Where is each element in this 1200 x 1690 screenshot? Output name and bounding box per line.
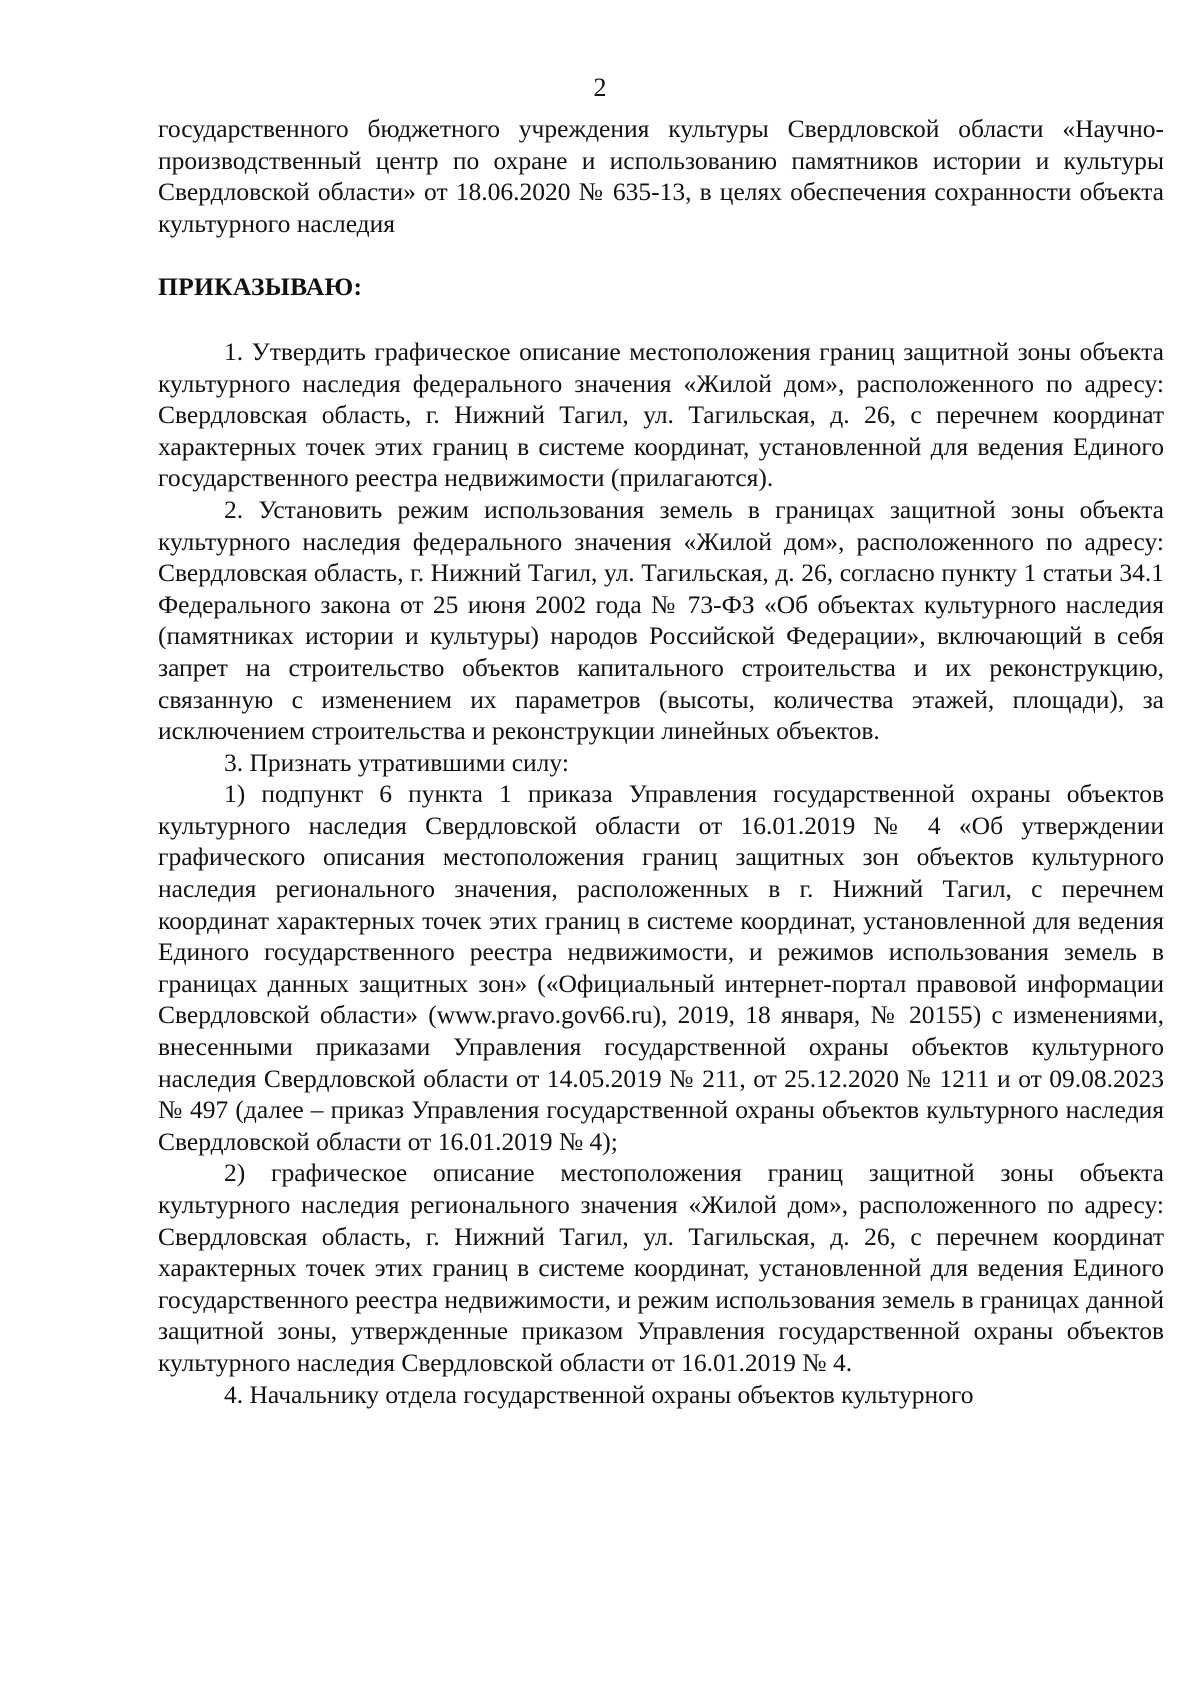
document-body xyxy=(158,113,1164,1410)
paragraph-1: 1. Утвердить графическое описание местоположения границ защитной зоны объекта культурного наследия федерального значения «Жилой дом», расположенного по адресу: Свердловская область, г. Нижний Тагил, ул. Тагильская, д. 26, с перечнем координат характерных точек этих границ в системе координат, установленной для ведения Единого государственного реестра недвижимости (прилагаются). xyxy=(158,336,1164,493)
subparagraph-3-2: 2) графическое описание местоположения границ защитной зоны объекта культурного наследия регионального значения «Жилой дом», расположенного по адресу: Свердловская область, г. Нижний Тагил, ул. Тагильская, д. 26, с перечнем координат характерных точек этих границ в системе координат, установленной для ведения Единого государственного реестра недвижимости, и режим использования земель в границах данной защитной зоны, утвержденные приказом Управления государственной охраны объектов культурного наследия Свердловской области от 16.01.2019 № 4. xyxy=(158,1158,1164,1377)
paragraph-2: 2. Установить режим использования земель в границах защитной зоны объекта культурного наследия федерального значения «Жилой дом», расположенного по адресу: Свердловская область, г. Нижний Тагил, ул. Тагильская, д. 26, согласно пункту 1 статьи 34.1 Федерального закона от 25 июня 2002 года № 73-ФЗ «Об объектах культурного наследия (памятниках истории и культуры) народов Российской Федерации», включающий в себя запрет на строительство объектов капитального строительства и их реконструкцию, связанную с изменением их параметров (высоты, количества этажей, площади), за исключением строительства и реконструкции линейных объектов. xyxy=(158,494,1164,746)
order-heading: ПРИКАЗЫВАЮ: xyxy=(158,272,363,302)
paragraph-4: 4. Начальнику отдела государственной охраны объектов культурного xyxy=(224,1379,974,1409)
paragraph-3: 3. Признать утратившими силу: xyxy=(224,747,569,777)
page-number: 2 xyxy=(593,73,607,102)
subparagraph-3-1: 1) подпункт 6 пункта 1 приказа Управления государственной охраны объектов культурного наследия Свердловской области от 16.01.2019 № 4 «Об утверждении графического описания местоположения границ защитных зон объектов культурного наследия регионального значения, расположенных в г. Нижний Тагил, с перечнем координат характерных точек этих границ в системе координат, установленной для ведения Единого государственного реестра недвижимости, и режимов использования земель в границах данных защитных зон» («Официальный интернет-портал правовой информации Свердловской области» (www.pravo.gov66.ru), 2019, 18 января, № 20155) с изменениями, внесенными приказами Управления государственной охраны объектов культурного наследия Свердловской области от 14.05.2019 № 211, от 25.12.2020 № 1211 и от 09.08.2023 № 497 (далее – приказ Управления государственной охраны объектов культурного наследия Свердловской области от 16.01.2019 № 4); xyxy=(158,779,1164,1156)
intro-paragraph: государственного бюджетного учреждения культуры Свердловской области «Научно-производственный центр по охране и использованию памятников истории и культуры Свердловской области» от 18.06.2020 № 635-13, в целях обеспечения сохранности объекта культурного наследия xyxy=(158,114,1164,238)
